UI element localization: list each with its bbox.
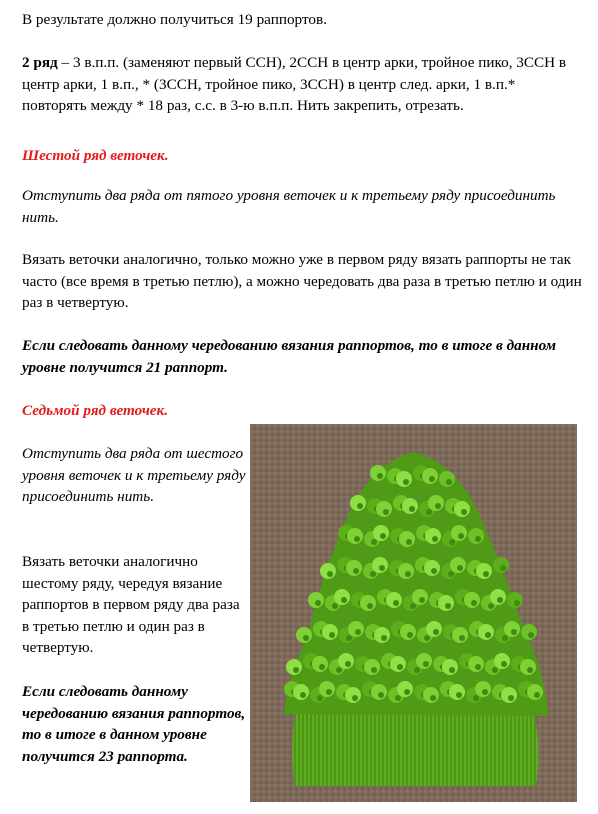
branch-tuft <box>490 589 506 605</box>
branch-shadow <box>497 597 503 603</box>
branch-shadow <box>378 692 384 698</box>
sixth-row-knit: Вязать веточки аналогично, только можно уже в первом ряду вязать раппорты не так часто (все время в третью петлю), а можно чередовать два раза в третью петлю и один раз в четвертую. <box>22 251 582 311</box>
branch-shadow <box>475 664 481 670</box>
sixth-row-attach: Отступить два ряда от пятого уровня веточек и к третьему ряду присоединить нить. <box>22 187 556 226</box>
branch-shadow <box>430 695 436 701</box>
branch-tuft <box>322 624 338 640</box>
branch-shadow <box>406 539 412 545</box>
branch-shadow <box>317 695 323 701</box>
branch-shadow <box>456 692 462 698</box>
branch-shadow <box>336 667 342 673</box>
branch-shadow <box>410 603 416 609</box>
branch-shadow <box>327 571 333 577</box>
branch-tuft <box>476 563 492 579</box>
branch-shadow <box>303 635 309 641</box>
seventh-row-heading: Седьмой ряд веточек. <box>22 402 169 419</box>
branch-tuft <box>312 656 328 672</box>
branch-shadow <box>352 695 358 701</box>
branch-shadow <box>514 600 520 606</box>
seventh-row-knit: Вязать веточки аналогично шестому ряду, чередуя вязание раппортов в первом ряду два раза в третью петлю и один раз в четвертую. <box>22 553 240 656</box>
branch-shadow <box>482 689 488 695</box>
branch-tuft <box>390 656 406 672</box>
branch-tuft <box>478 624 494 640</box>
branch-shadow <box>424 635 430 641</box>
branch-tuft <box>416 653 432 669</box>
branch-shadow <box>473 695 479 701</box>
branch-shadow <box>461 509 467 515</box>
branch-shadow <box>483 571 489 577</box>
branch-shadow <box>448 571 454 577</box>
branch-shadow <box>379 565 385 571</box>
branch-tuft <box>360 595 376 611</box>
branch-shadow <box>357 503 363 509</box>
branch-shadow <box>528 632 534 638</box>
branch-shadow <box>449 539 455 545</box>
branch-shadow <box>367 603 373 609</box>
branch-shadow <box>377 473 383 479</box>
branch-shadow <box>492 667 498 673</box>
branch-tuft <box>373 525 389 541</box>
branch-tuft <box>319 681 335 697</box>
branch-tuft <box>439 471 455 487</box>
branch-shadow <box>293 667 299 673</box>
branch-shadow <box>397 664 403 670</box>
branch-shadow <box>511 629 517 635</box>
branch-tuft <box>452 627 468 643</box>
branch-shadow <box>485 632 491 638</box>
branch-shadow <box>419 597 425 603</box>
branch-tuft <box>308 592 324 608</box>
branch-tuft <box>504 621 520 637</box>
branch-shadow <box>300 692 306 698</box>
branch-tuft <box>399 531 415 547</box>
branch-tuft <box>345 687 361 703</box>
sixth-row-result: Если следовать данному чередованию вязания раппортов, то в итоге в данном уровне получится 21 раппорт. <box>22 337 556 376</box>
branch-tuft <box>468 656 484 672</box>
branch-tuft <box>371 684 387 700</box>
branch-tuft <box>286 659 302 675</box>
branch-shadow <box>426 509 432 515</box>
branch-shadow <box>534 692 540 698</box>
row-2-label: 2 ряд <box>22 54 58 71</box>
branch-tuft <box>501 687 517 703</box>
branch-tuft <box>397 681 413 697</box>
branch-tuft <box>386 592 402 608</box>
branch-shadow <box>341 597 347 603</box>
branch-tuft <box>422 468 438 484</box>
branch-shadow <box>354 536 360 542</box>
branch-shadow <box>329 632 335 638</box>
branch-tuft <box>374 627 390 643</box>
intro-line: В результате должно получиться 19 раппортов. <box>22 11 327 28</box>
knitted-hat-photo <box>250 424 577 802</box>
branch-shadow <box>371 539 377 545</box>
branch-tuft <box>370 465 386 481</box>
branch-tuft <box>350 495 366 511</box>
branch-shadow <box>346 635 352 641</box>
branch-shadow <box>457 565 463 571</box>
branch-tuft <box>338 653 354 669</box>
branch-shadow <box>432 536 438 542</box>
branch-tuft <box>400 624 416 640</box>
branch-shadow <box>355 629 361 635</box>
branch-tuft <box>520 659 536 675</box>
branch-tuft <box>320 563 336 579</box>
branch-tuft <box>364 659 380 675</box>
sixth-row-heading: Шестой ряд веточек. <box>22 147 169 164</box>
branch-shadow <box>393 600 399 606</box>
branch-tuft <box>348 621 364 637</box>
branch-shadow <box>502 635 508 641</box>
branch-tuft <box>468 528 484 544</box>
branch-shadow <box>527 667 533 673</box>
branch-shadow <box>423 661 429 667</box>
branch-tuft <box>396 471 412 487</box>
branch-shadow <box>319 664 325 670</box>
branch-shadow <box>501 661 507 667</box>
branch-shadow <box>395 695 401 701</box>
branch-shadow <box>475 536 481 542</box>
branch-tuft <box>293 684 309 700</box>
branch-shadow <box>407 632 413 638</box>
branch-tuft <box>442 659 458 675</box>
branch-tuft <box>402 498 418 514</box>
row-2-instructions <box>22 52 582 117</box>
branch-shadow <box>429 476 435 482</box>
branch-tuft <box>507 592 523 608</box>
branch-tuft <box>428 495 444 511</box>
branch-shadow <box>371 667 377 673</box>
branch-tuft <box>412 589 428 605</box>
branch-tuft <box>450 557 466 573</box>
branch-shadow <box>332 603 338 609</box>
branch-shadow <box>508 695 514 701</box>
branch-tuft <box>376 501 392 517</box>
branch-shadow <box>345 661 351 667</box>
branch-tuft <box>398 563 414 579</box>
branch-shadow <box>370 571 376 577</box>
branch-tuft <box>494 653 510 669</box>
seventh-row-result: Если следовать данному чередованию вязания раппортов, то в итоге в данном уровне получится 23 раппорта. <box>22 683 246 765</box>
branch-tuft <box>424 560 440 576</box>
branch-tuft <box>347 528 363 544</box>
branch-tuft <box>438 595 454 611</box>
branch-tuft <box>493 557 509 573</box>
branch-shadow <box>381 635 387 641</box>
branch-shadow <box>380 533 386 539</box>
branch-shadow <box>446 479 452 485</box>
branch-shadow <box>326 689 332 695</box>
branch-shadow <box>431 568 437 574</box>
branch-shadow <box>459 635 465 641</box>
branch-shadow <box>435 503 441 509</box>
seventh-row-attach: Отступить два ряда от шестого уровня веточек и к третьему ряду присоединить нить. <box>22 445 246 505</box>
branch-tuft <box>334 589 350 605</box>
branch-shadow <box>458 533 464 539</box>
branch-tuft <box>449 684 465 700</box>
branch-shadow <box>445 603 451 609</box>
branch-shadow <box>449 667 455 673</box>
row-2-text: – 3 в.п.п. (заменяют первый ССН), 2ССН в центр арки, тройное пико, 3ССН в центр арки, 1 в.п., * (3ССН, тройное пико, 3ССН) в центр след. арки, 1 в.п.* повторять между * 18 раз, с.с. в 3-ю в.п.п. Нить закрепить, отрезать. <box>22 54 567 114</box>
branch-shadow <box>315 600 321 606</box>
branch-shadow <box>500 565 506 571</box>
branch-shadow <box>405 571 411 577</box>
branch-shadow <box>433 629 439 635</box>
branch-shadow <box>403 479 409 485</box>
branch-tuft <box>451 525 467 541</box>
branch-tuft <box>454 501 470 517</box>
branch-shadow <box>383 509 389 515</box>
branch-tuft <box>423 687 439 703</box>
branch-tuft <box>296 627 312 643</box>
branch-shadow <box>404 689 410 695</box>
branch-tuft <box>475 681 491 697</box>
branch-tuft <box>346 560 362 576</box>
branch-shadow <box>488 603 494 609</box>
branch-shadow <box>471 600 477 606</box>
branch-shadow <box>353 568 359 574</box>
branch-shadow <box>414 667 420 673</box>
branch-shadow <box>409 506 415 512</box>
branch-tuft <box>372 557 388 573</box>
branch-tuft <box>527 684 543 700</box>
branch-tuft <box>425 528 441 544</box>
branch-tuft <box>464 592 480 608</box>
branch-tuft <box>521 624 537 640</box>
branch-tuft <box>426 621 442 637</box>
